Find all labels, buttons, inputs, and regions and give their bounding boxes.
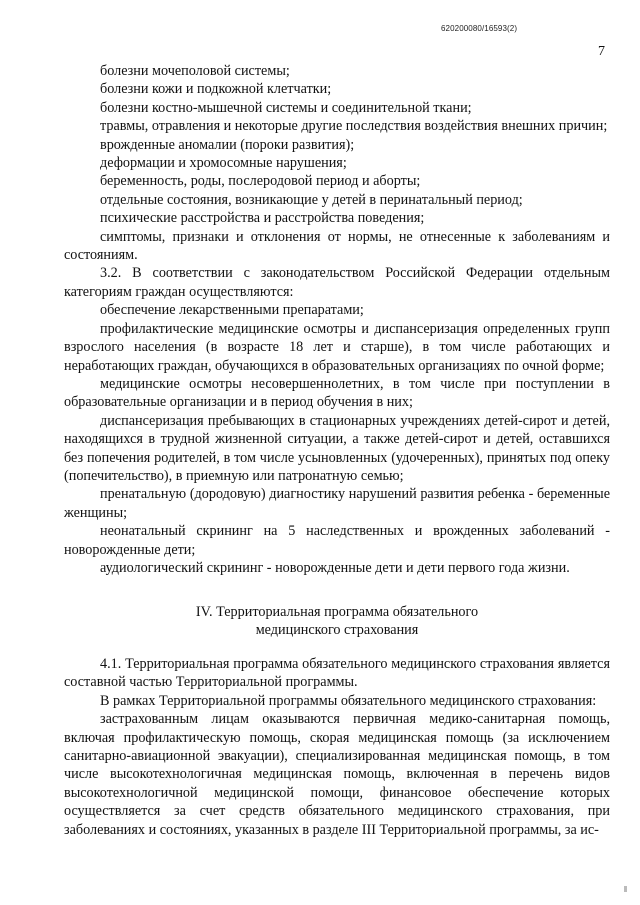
list-item: неонатальный скрининг на 5 наследственных и врожденных заболеваний - новорожденные дети;: [64, 523, 610, 558]
list-item: симптомы, признаки и отклонения от нормы, не отнесенные к заболеваниям и состояниям.: [64, 228, 610, 264]
list-item: отдельные состояния, возникающие у детей в перинатальный период;: [100, 191, 523, 208]
page-number: 7: [598, 44, 605, 59]
list-item: болезни костно-мышечной системы и соединительной ткани;: [100, 99, 472, 116]
section-4-title-line-2: медицинского страхования: [255, 622, 419, 639]
section-4-title-line-1: IV. Территориальная программа обязательного: [195, 604, 479, 620]
list-item: медицинские осмотры несовершеннолетних, в том числе при поступлении в образовательные организации и в период обучения в них;: [64, 375, 610, 411]
list-item: деформации и хромосомные нарушения;: [100, 155, 347, 172]
list-item: диспансеризация пребывающих в стационарных учреждениях детей-сирот и детей, находящихся в трудной жизненной ситуации, а также детей-сирот и детей, оставшихся без попечения родителей, в том числе усыновленных (удочеренных), принятых под опеку (попечительство), в приемную или патронатную семью;: [64, 412, 610, 484]
list-item: болезни мочеполовой системы;: [100, 63, 290, 79]
scan-edge-mark: [624, 886, 627, 892]
list-item: травмы, отравления и некоторые другие последствия воздействия внешних причин;: [100, 118, 608, 135]
paragraph-3-2: 3.2. В соответствии с законодательством Российской Федерации отдельным категориям граждан осуществляются:: [64, 265, 610, 300]
section-4-body: [64, 655, 610, 839]
paragraph-intro: В рамках Территориальной программы обязательного медицинского страхования:: [100, 692, 597, 709]
list-item: болезни кожи и подкожной клетчатки;: [100, 81, 332, 98]
section-4-heading: [64, 603, 610, 640]
list-item: врожденные аномалии (пороки развития);: [100, 136, 355, 153]
list-item: пренатальную (дородовую) диагностику нарушений развития ребенка - беременные женщины;: [64, 486, 610, 521]
list-item: аудиологический скрининг - новорожденные дети и дети первого года жизни.: [100, 559, 570, 576]
document-id: 620200080/16593(2): [441, 24, 518, 33]
list-item: профилактические медицинские осмотры и диспансеризация определенных групп взрослого населения (в возрасте 18 лет и старше), в том числе работающих и неработающих граждан, обучающихся в образовательных организациях по очной форме;: [64, 320, 610, 374]
paragraph-insured: застрахованным лицам оказываются первичная медико-санитарная помощь, включая профилактическую помощь, скорая медицинская помощь (за исключением санитарно-авиационной эвакуации), специализированная медицинская помощь, в том числе высокотехнологичная медицинская помощь, включенная в перечень видов высокотехнологичной медицинской помощи, финансовое обеспечение которых осуществляется за счет средств обязательного медицинского страхования, при заболеваниях и состояниях, указанных в разделе III Территориальной программы, за ис-: [64, 711, 610, 838]
section-3-body: [64, 62, 610, 577]
list-item: психические расстройства и расстройства поведения;: [100, 210, 425, 227]
paragraph-4-1: 4.1. Территориальная программа обязательного медицинского страхования является составной частью Территориальной программы.: [64, 656, 610, 691]
list-item: обеспечение лекарственными препаратами;: [100, 302, 364, 319]
list-item: беременность, роды, послеродовой период и аборты;: [100, 173, 421, 190]
